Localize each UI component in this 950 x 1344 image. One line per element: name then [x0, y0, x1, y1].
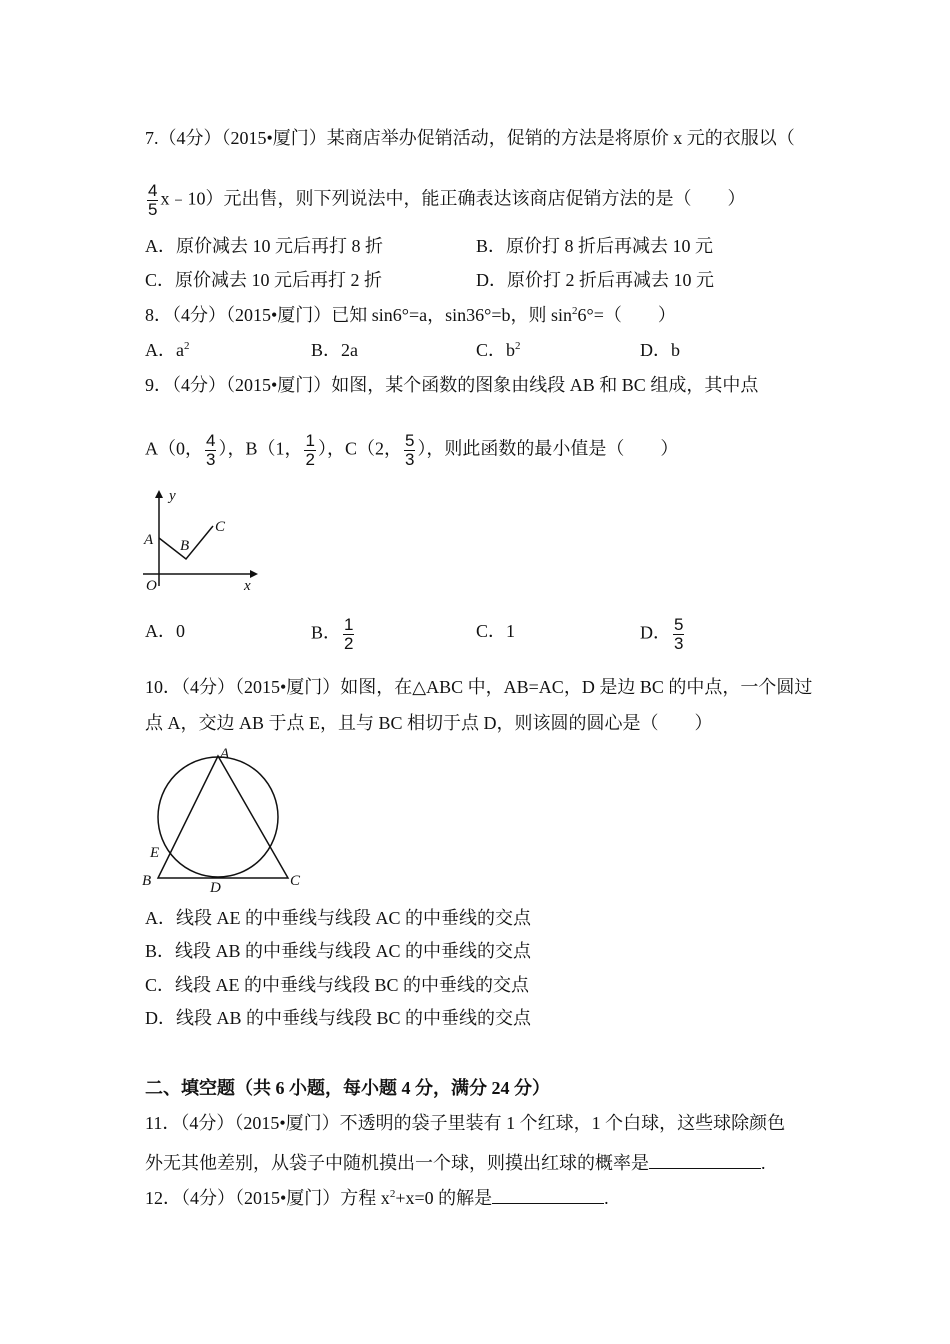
q9-function-graph — [138, 486, 268, 596]
q9-stem-line2 — [145, 432, 678, 469]
q9-label-o: O — [146, 578, 157, 594]
q9-pb-post: ），C（2， — [317, 438, 402, 459]
q9-pc-den: 3 — [404, 450, 415, 469]
q12-stem — [145, 1185, 609, 1210]
q9-option-d-den: 3 — [674, 634, 684, 653]
q9-option-d-num: 5 — [674, 615, 684, 634]
q9-option-d — [640, 616, 686, 653]
q9-pc-post: ），则此函数的最小值是（ ） — [417, 438, 679, 459]
q8-stem-a: 8．（4分）（2015•厦门）已知 sin6°=a，sin36°=b，则 sin — [145, 305, 573, 325]
q10-option-a: A．线段 AE 的中垂线与线段 AC 的中垂线的交点 — [145, 908, 531, 928]
q9-pb-num: 1 — [305, 431, 315, 450]
q10-label-e: E — [150, 845, 160, 861]
section2-title: 二、填空题（共 6 小题，每小题 4 分，满分 24 分） — [145, 1078, 550, 1098]
q9-option-b-num: 1 — [344, 615, 354, 634]
q7-frac-den: 5 — [148, 200, 158, 219]
q9-label-c: C — [215, 519, 226, 535]
q9-pa-num: 4 — [206, 431, 216, 450]
q8-option-d: D．b — [640, 340, 680, 360]
q10-label-b: B — [142, 873, 152, 889]
q9-x-arrow — [250, 570, 258, 578]
q9-option-a: A．0 — [145, 621, 185, 641]
q7-option-a: A．原价减去 10 元后再打 8 折 — [145, 236, 383, 256]
q10-stem-line1: 10．（4分）（2015•厦门）如图，在△ABC 中，AB=AC，D 是边 BC 的中点，一个圆过 — [145, 677, 813, 697]
q9-option-c: C．1 — [476, 621, 516, 641]
q9-pb-frac — [304, 432, 315, 469]
q10-option-c: C．线段 AE 的中垂线与线段 BC 的中垂线的交点 — [145, 975, 530, 995]
q9-option-d-frac — [673, 616, 684, 653]
q12-answer-blank[interactable] — [492, 1185, 604, 1204]
q7-option-d: D．原价打 2 折后再减去 10 元 — [476, 270, 714, 290]
q11-end: . — [761, 1153, 766, 1173]
q9-pb-den: 2 — [305, 450, 315, 469]
q8-stem — [145, 303, 676, 327]
q9-pa-pre: A（0， — [145, 438, 203, 459]
q9-pc-num: 5 — [404, 431, 415, 450]
q8-option-c-text: C．b — [476, 340, 516, 360]
q9-stem-line1: 9．（4分）（2015•厦门）如图，某个函数的图象由线段 AB 和 BC 组成，其中点 — [145, 375, 759, 395]
q10-label-c: C — [290, 873, 301, 889]
q9-label-y: y — [169, 488, 176, 504]
q12-end: . — [604, 1188, 609, 1208]
q9-pa-den: 3 — [206, 450, 216, 469]
q8-option-a-sup: 2 — [184, 340, 190, 352]
q7-option-b: B．原价打 8 折后再减去 10 元 — [476, 236, 714, 256]
q10-label-a: A — [220, 746, 230, 762]
q9-option-b-frac — [343, 616, 354, 653]
q11-stem-line2-text: 外无其他差别，从袋子中随机摸出一个球，则摸出红球的概率是 — [145, 1153, 649, 1173]
q12-post: +x=0 的解是 — [395, 1188, 493, 1208]
q8-option-a-text: A．a — [145, 340, 184, 360]
q10-triangle — [158, 756, 288, 878]
q9-option-b-den: 2 — [344, 634, 354, 653]
q9-option-b-pre: B． — [311, 622, 342, 643]
q9-option-d-pre: D． — [640, 622, 671, 643]
q9-y-arrow — [155, 490, 163, 498]
q10-option-d: D．线段 AB 的中垂线与线段 BC 的中垂线的交点 — [145, 1008, 532, 1028]
q7-frac-num: 4 — [148, 181, 158, 200]
q10-circle — [158, 757, 278, 877]
q7-option-c: C．原价减去 10 元后再打 2 折 — [145, 270, 383, 290]
q11-stem-line2 — [145, 1150, 766, 1175]
q9-label-x: x — [244, 578, 251, 594]
q9-option-b — [311, 616, 356, 653]
q7-stem-line1: 7.（4分）（2015•厦门）某商店举办促销活动，促销的方法是将原价 x 元的衣服以（ — [145, 128, 795, 148]
q9-label-a: A — [144, 532, 154, 548]
q8-option-a — [145, 338, 190, 362]
q11-stem-line1: 11．（4分）（2015•厦门）不透明的袋子里装有 1 个红球，1 个白球，这些球除颜色 — [145, 1113, 786, 1133]
q10-triangle-circle-figure — [138, 742, 313, 897]
q12-pre: 12．（4分）（2015•厦门）方程 x — [145, 1188, 390, 1208]
q7-stem-rest: x﹣10）元出售，则下列说法中，能正确表达该商店促销方法的是（ ） — [160, 188, 746, 209]
q9-pc-frac — [404, 432, 415, 469]
q9-pa-post: ），B（1， — [218, 438, 303, 459]
q10-option-b: B．线段 AB 的中垂线与线段 AC 的中垂线的交点 — [145, 941, 532, 961]
q8-stem-b: 6°=（ ） — [577, 305, 676, 325]
q8-stem-sup: 2 — [572, 305, 578, 317]
q7-stem-line2 — [145, 182, 745, 219]
q8-option-b: B．2a — [311, 340, 358, 360]
q10-label-d: D — [210, 880, 221, 896]
q9-pa-frac — [205, 432, 216, 469]
q11-answer-blank[interactable] — [649, 1150, 761, 1169]
q8-option-c-sup: 2 — [515, 340, 521, 352]
q8-option-c — [476, 338, 521, 362]
q7-fraction — [147, 182, 158, 219]
q9-label-b: B — [180, 538, 190, 554]
q10-stem-line2: 点 A，交边 AB 于点 E，且与 BC 相切于点 D，则该圆的圆心是（ ） — [145, 713, 713, 733]
q12-sup: 2 — [389, 1188, 396, 1200]
